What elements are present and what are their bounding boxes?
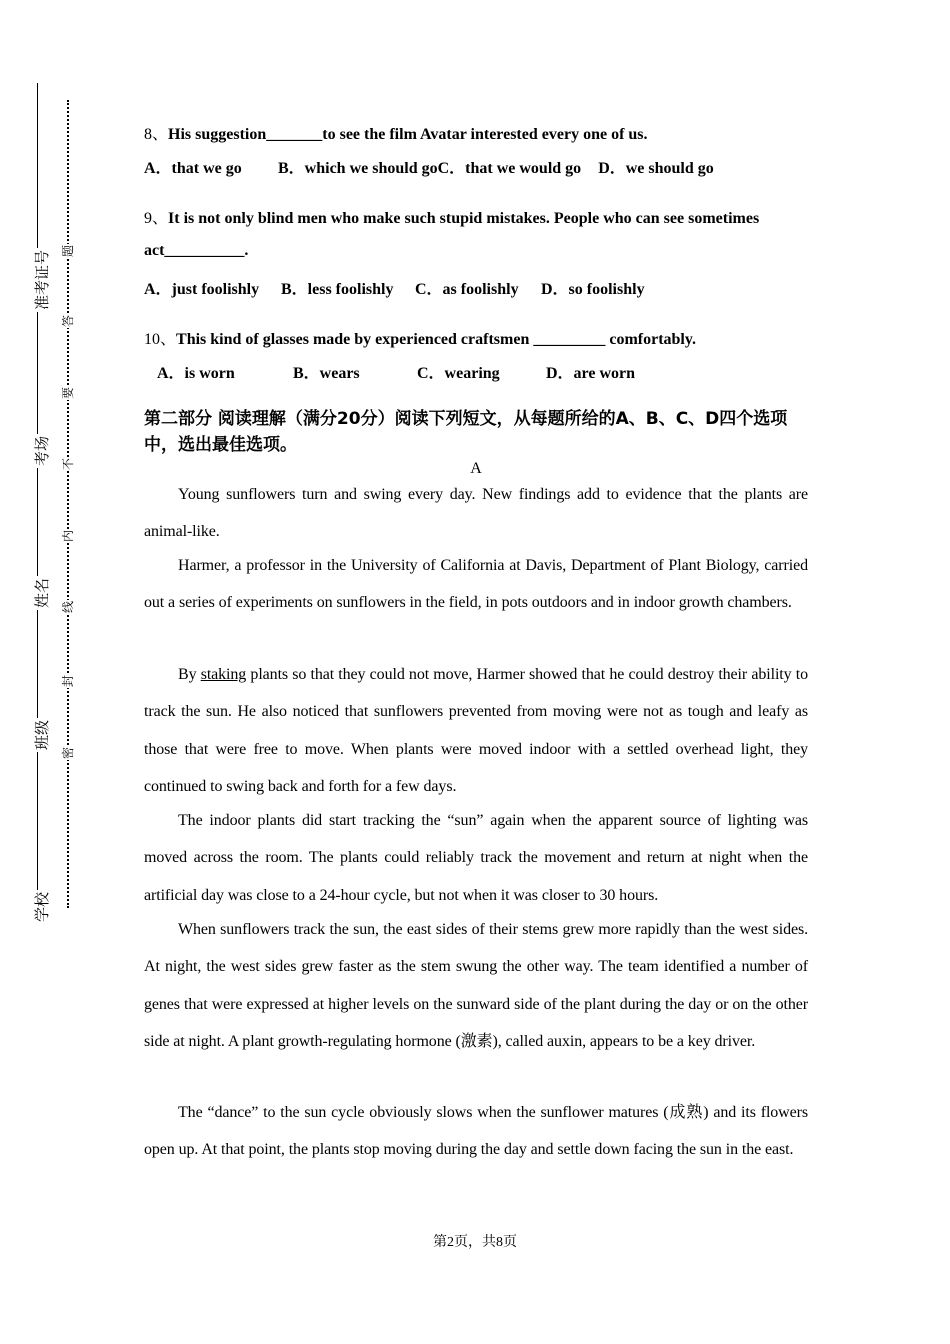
seal-char: 答: [61, 314, 75, 327]
seal-char: 内: [61, 529, 75, 542]
option-b: B．which we should go: [278, 160, 438, 177]
class-label: 班级: [33, 719, 51, 750]
exam-room-label: 考场: [33, 435, 51, 466]
school-label: 学校: [33, 891, 51, 922]
question-9-stem-line2: act__________.: [144, 242, 249, 259]
binding-margin: [0, 0, 100, 1344]
passage-title: A: [470, 460, 482, 477]
seal-char: 不: [61, 457, 75, 470]
section-heading: 第二部分 阅读理解（满分20分）阅读下列短文，从每题所给的A、B、C、D四个选项中，选出最佳选项。: [144, 409, 788, 455]
seal-char: 密: [61, 746, 75, 759]
paragraph-text: plants so that they could not move, Harmer showed that he could destroy their ability to track the sun. He also noticed that sunflowers prevented from moving were not as tough and leafy as those that were free to move. When plants were moved indoor with a settled overhead light, they continued to swing back and forth for a few days.: [144, 666, 808, 796]
option-b: B．less foolishly: [281, 281, 394, 298]
question-10-stem: [144, 326, 696, 349]
question-9-stem: [144, 205, 759, 228]
option-d: D．so foolishly: [541, 281, 645, 298]
question-8-stem: [144, 121, 648, 144]
option-a: A．that we go: [144, 160, 242, 177]
question-10-options: [157, 360, 635, 383]
question-8-options: [144, 155, 714, 178]
binding-solid-line: [37, 83, 38, 921]
seal-char: 封: [61, 674, 75, 687]
passage-paragraph-2: Harmer, a professor in the University of California at Davis, Department of Plant Biology, carried out a series of experiments on sunflowers in the field, in pots outdoors and in indoor growth chambers.: [144, 557, 808, 612]
option-a: A．is worn: [157, 365, 235, 382]
question-text: This kind of glasses made by experienced craftsmen _________ comfortably.: [176, 331, 696, 348]
option-a: A．just foolishly: [144, 281, 260, 298]
exam-number-label: 准考证号: [33, 249, 51, 310]
passage-paragraph-1: Young sunflowers turn and swing every day. New findings add to evidence that the plants are animal-like.: [144, 486, 808, 541]
passage-paragraph-4: The indoor plants did start tracking the “sun” again when the apparent source of lighting was moved across the room. The plants could reliably track the movement and return at night when the artificial day was close to a 24-hour cycle, but not when it was closer to 30 hours.: [144, 812, 808, 904]
binding-dotted-line: [67, 100, 69, 908]
option-d: D．we should go: [598, 160, 714, 177]
option-d: D．are worn: [546, 365, 636, 382]
option-b: B．wears: [293, 365, 360, 382]
seal-char: 题: [61, 244, 75, 257]
passage-paragraph-5: When sunflowers track the sun, the east sides of their stems grew more rapidly than the west sides. At night, the west sides grew faster as the stem swung the other way. The team identified a number of genes that were expressed at higher levels on the sunward side of the plant during the day or on the other side at night. A plant growth-regulating hormone (激素), called auxin, appears to be a key driver.: [144, 921, 808, 1051]
option-c: C．as foolishly: [415, 281, 519, 298]
option-c: C．wearing: [417, 365, 500, 382]
seal-char: 要: [61, 386, 75, 399]
underlined-word: staking: [200, 666, 247, 683]
seal-char: 线: [61, 600, 75, 613]
question-number: 9、: [144, 210, 169, 227]
name-label: 姓名: [33, 577, 51, 608]
question-text: It is not only blind men who make such stupid mistakes. People who can see sometimes: [168, 210, 760, 227]
question-number: 10、: [144, 331, 177, 348]
passage-paragraph-3: [144, 656, 808, 806]
question-9-options: [144, 276, 645, 299]
passage-paragraph-6: The “dance” to the sun cycle obviously slows when the sunflower matures (成熟) and its flowers open up. At that point, the plants stop moving during the day and settle down facing the sun in the east.: [144, 1104, 808, 1159]
question-text: His suggestion_______to see the film Avatar interested every one of us.: [168, 126, 648, 143]
question-number: 8、: [144, 126, 169, 143]
paragraph-text: By: [178, 666, 201, 683]
option-c: C．that we would go: [437, 160, 582, 177]
page-footer: 第2页，共8页: [433, 1235, 517, 1250]
